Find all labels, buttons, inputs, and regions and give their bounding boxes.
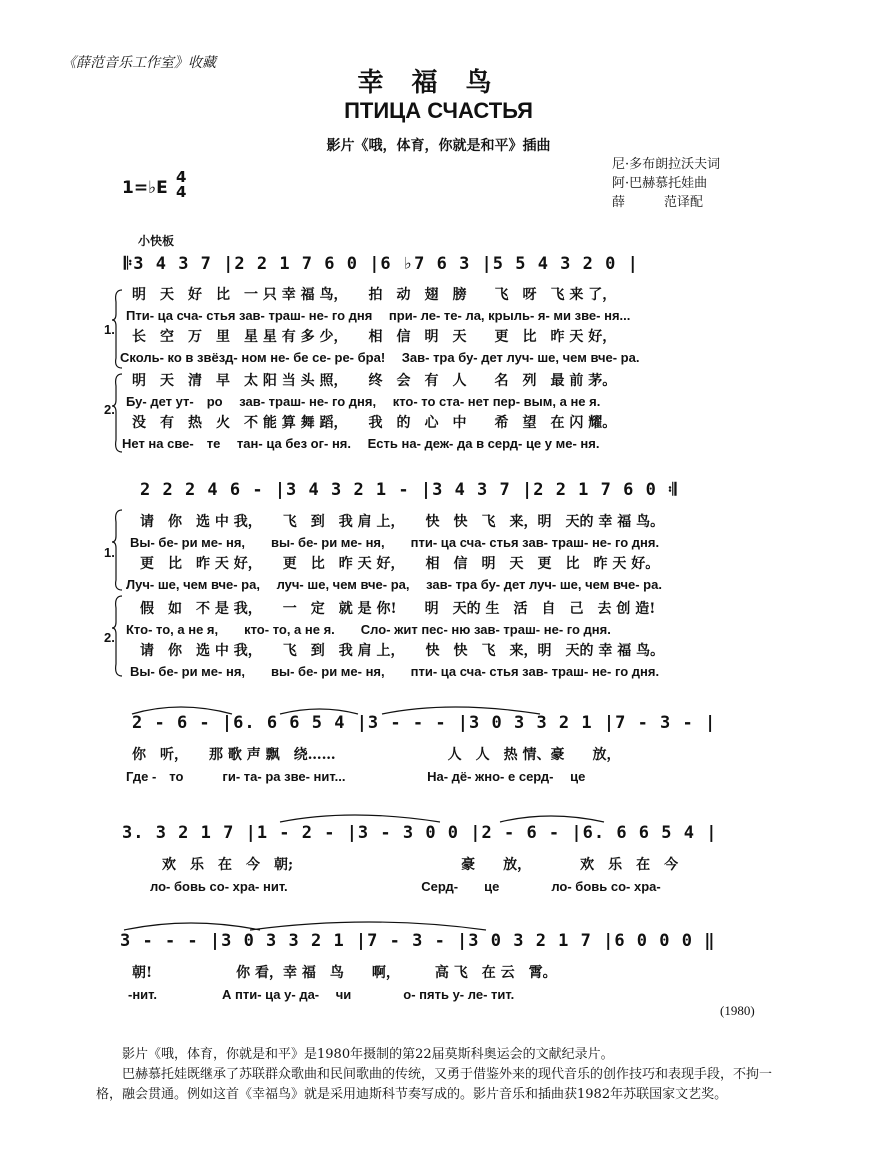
lyric-line: 你 听， 那 歌 声 飘 绕…… 人 人 热 情、豪 放， (132, 747, 621, 763)
lyric-line: 更 比 昨 天 好， 更 比 昨 天 好， 相 信 明 天 更 比 昨 天 好。 (140, 556, 660, 572)
lyric-line-ru: Кто- то, а не я, кто- то, а не я. Сло- жит пес- ню зав- траш- не- го дня. (126, 622, 611, 637)
lyric-line: 请 你 选 中 我， 飞 到 我 肩 上， 快 快 飞 来，明 天的 幸 福 鸟。 (140, 514, 665, 530)
lyric-line: 假 如 不 是 我， 一 定 就 是 你! 明 天的 生 活 自 己 去 创 造! (140, 601, 656, 617)
lyric-line-ru: Сколь- ко в звёзд- ном не- бе се- ре- бра! Зав- тра бу- дет луч- ше, чем вче- ра. (120, 350, 640, 365)
verse-number: 2. (104, 402, 115, 417)
notation-line-2: 2 2 2 4 6 - |3 4 3 2 1 - |3 4 3 7 |2 2 1 7 6 0 𝄇 (140, 480, 678, 500)
composer-credit: 阿·巴赫慕托娃曲 (612, 176, 708, 191)
lyric-line-ru: Пти- ца сча- стья зав- траш- не- го дня при- ле- те- ла, крыль- я- ми зве- ня... (126, 308, 631, 323)
verse-number: 1. (104, 545, 115, 560)
tie (250, 922, 486, 930)
verse-number: 1. (104, 322, 115, 337)
tie (500, 816, 604, 822)
verse-bracket-2 (112, 374, 122, 452)
lyric-line-ru: Бу- дет ут- ро зав- траш- не- го дня, кто- то ста- нет пер- вым, а не я. (126, 394, 601, 409)
song-title: 幸福鸟 (357, 68, 520, 98)
verse-brackets (112, 288, 124, 708)
lyric-line: 没 有 热 火 不 能 算 舞 蹈， 我 的 心 中 希 望 在 闪 耀。 (132, 415, 617, 431)
lyric-line-ru: ло- бовь со- хра- нит. Серд- це ло- бовь со- хра- (150, 879, 661, 894)
time-numerator: 4 (176, 168, 187, 186)
translator-credit: 薛 范译配 (612, 195, 704, 210)
footnote-paragraph: 影片《哦，体育，你就是和平》是1980年摄制的第22届莫斯科奥运会的文献纪录片。 (122, 1047, 614, 1062)
lyric-line-ru: Нет на све- те тан- ца без ог- ня. Есть на- деж- да в серд- це у ме- ня. (122, 436, 600, 451)
notation-line-3: 2 - 6 - |6. 6 6 5 4 |3 - - - |3 0 3 3 2 1 |7 - 3 - | (132, 713, 717, 733)
lyric-line: 明 天 清 早 太 阳 当 头 照， 终 会 有 人 名 列 最 前 茅。 (132, 373, 617, 389)
lyric-line: 请 你 选 中 我， 飞 到 我 肩 上， 快 快 飞 来，明 天的 幸 福 鸟。 (140, 643, 665, 659)
verse-number: 2. (104, 630, 115, 645)
footnote (96, 1045, 786, 1105)
lyric-line-ru: Вы- бе- ри ме- ня, вы- бе- ри ме- ня, пти- ца сча- стья зав- траш- не- го дня. (130, 664, 660, 679)
tempo-marking: 小快板 (138, 234, 175, 248)
footnote-paragraph: 巴赫慕托娃既继承了苏联群众歌曲和民间歌曲的传统，又勇于借鉴外来的现代音乐的创作技巧和表现手段，不拘一格，融会贯通。例如这首《幸福鸟》就是采用迪斯科节奏写成的。影片音乐和插曲获1982年苏联国家文艺奖。 (96, 1067, 773, 1102)
lyric-line: 长 空 万 里 星 星 有 多 少， 相 信 明 天 更 比 昨 天 好， (132, 329, 617, 345)
notation-line-5: 3 - - - |3 0 3 3 2 1 |7 - 3 - |3 0 3 2 1 7 |6 0 0 0 ‖ (120, 931, 716, 951)
verse-bracket-1 (112, 290, 122, 368)
lyric-line: 朝! 你 看，幸 福 鸟 啊， 高 飞 在 云 霄。 (132, 965, 557, 981)
lyric-line-ru: Где - то ги- та- ра зве- нит... На- дё- жно- е серд- це (126, 769, 586, 784)
credits (612, 155, 720, 212)
tie (124, 923, 260, 930)
lyric-line: 欢 乐 在 今 朝; 豪 放， 欢 乐 在 今 (162, 857, 679, 873)
verse-bracket-3 (112, 510, 122, 590)
lyric-line-ru: -нит. А пти- ца у- да- чи о- пять у- ле- тит. (128, 987, 515, 1002)
year: (1980) (720, 1003, 755, 1018)
lyricist-credit: 尼·多布朗拉沃夫词 (612, 157, 721, 172)
verse-bracket-4 (112, 596, 122, 676)
lyric-line: 明 天 好 比 一 只 幸 福 鸟， 拍 动 翅 膀 飞 呀 飞 来 了， (132, 287, 617, 303)
time-signature (176, 170, 186, 200)
lyric-line-ru: Вы- бе- ри ме- ня, вы- бе- ри ме- ня, пти- ца сча- стья зав- траш- не- го дня. (130, 535, 660, 550)
song-title-russian: ПТИЦА СЧАСТЬЯ (344, 98, 533, 123)
tie (280, 815, 440, 822)
film-subtitle: 影片《哦，体育，你就是和平》插曲 (326, 138, 551, 154)
notation-line-1: 𝄆3 4 3 7 |2 2 1 7 6 0 |6 ♭7 6 3 |5 5 4 3 2 0 | (124, 254, 639, 274)
key-signature: 1=♭E (122, 178, 168, 198)
notation-line-4: 3. 3 2 1 7 |1 - 2 - |3 - 3 0 0 |2 - 6 - |6. 6 6 5 4 | (122, 823, 718, 843)
collection-note: 《薛范音乐工作室》收藏 (62, 55, 216, 71)
lyric-line-ru: Луч- ше, чем вче- ра, луч- ше, чем вче- ра, зав- тра бу- дет луч- ше, чем вче- ра. (126, 577, 662, 592)
time-denominator: 4 (176, 183, 187, 201)
